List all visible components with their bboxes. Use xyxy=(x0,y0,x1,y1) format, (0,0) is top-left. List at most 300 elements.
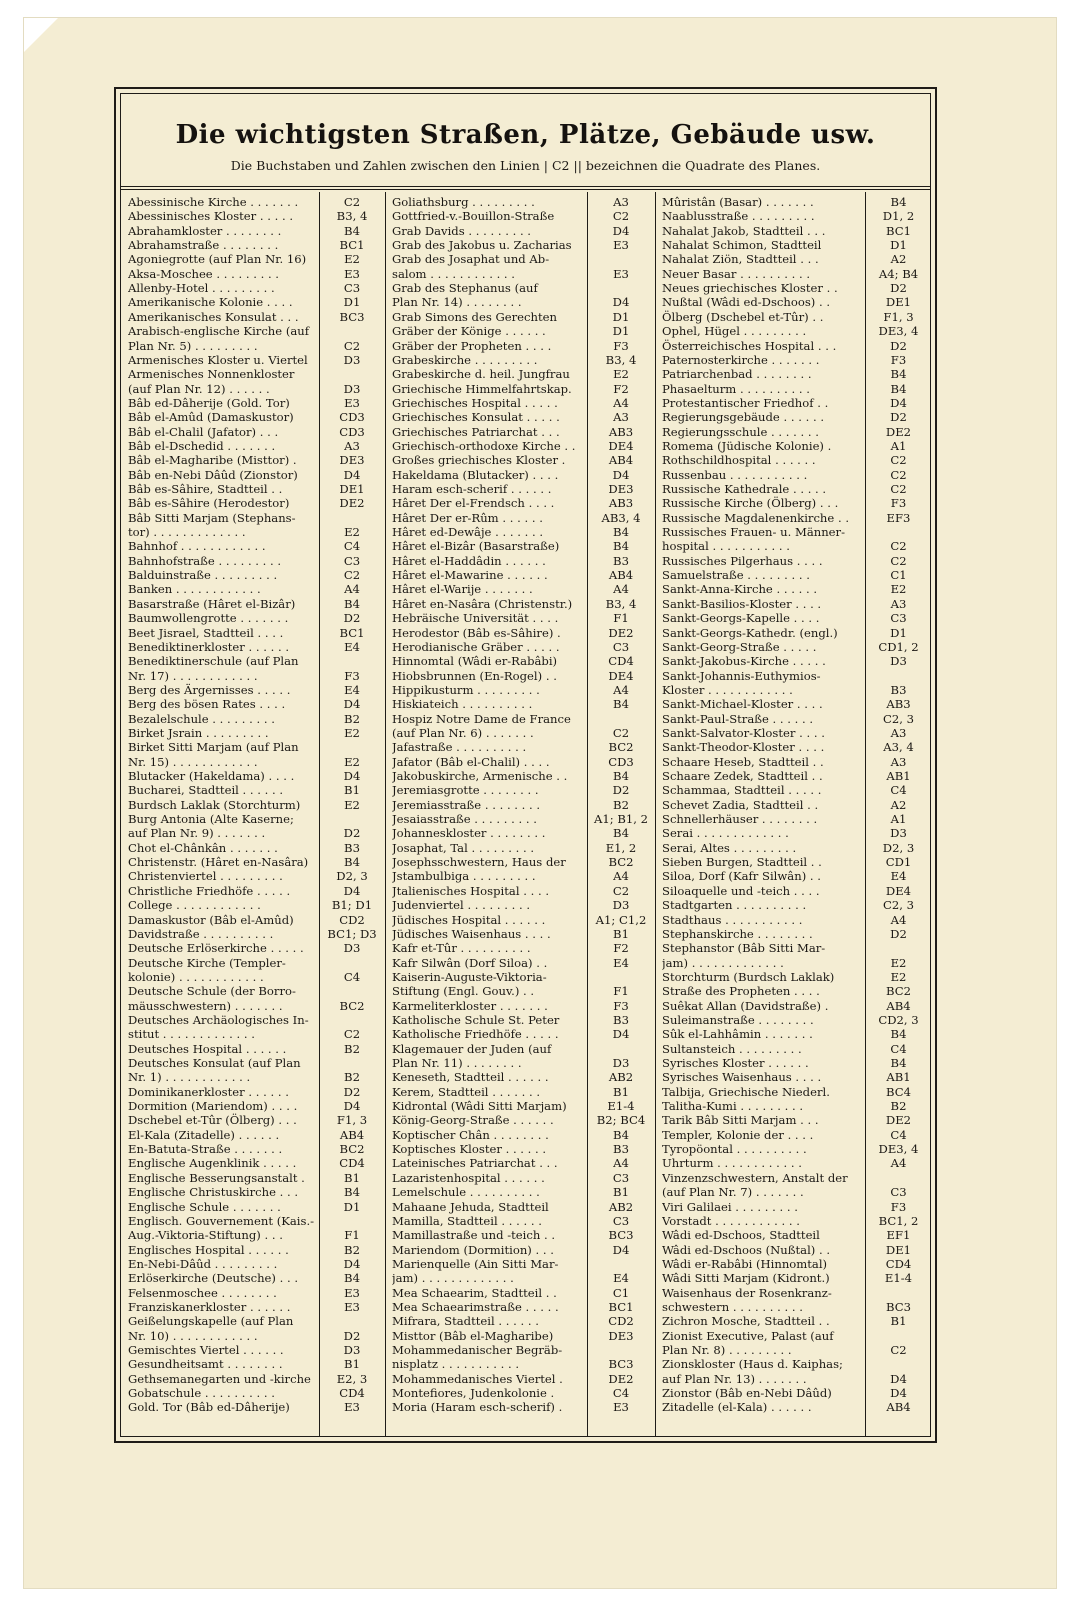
entry-name: Bâb es-Sâhire (Herodestor) xyxy=(128,496,290,511)
entry-name: tor) . . . . . . . . . . . . . xyxy=(128,525,246,540)
entry-name: Jeremiasstraße . . . . . . . . xyxy=(392,797,541,812)
entry-grid-code: D4 xyxy=(343,467,361,482)
entry-name: Katholische Schule St. Peter xyxy=(392,1012,560,1027)
entry-grid-code: C4 xyxy=(612,1386,630,1401)
index-entry xyxy=(385,1386,655,1400)
entry-grid-code: C4 xyxy=(890,1041,907,1056)
entry-grid-code: C2 xyxy=(890,553,907,568)
index-entry xyxy=(121,898,385,912)
entry-name: Zionstor (Bâb en-Nebi Dâûd) xyxy=(662,1386,832,1401)
index-entry xyxy=(121,1228,385,1242)
entry-grid-code: AB3 xyxy=(608,424,634,439)
index-entry xyxy=(385,1343,655,1357)
entry-name: Zionskloster (Haus d. Kaiphas; xyxy=(662,1357,843,1372)
index-entry xyxy=(655,869,932,883)
index-entry xyxy=(121,1243,385,1257)
index-entry xyxy=(655,281,932,295)
entry-name: Chot el-Chânkân . . . . . . . xyxy=(128,840,278,855)
entry-name: Samuelstraße . . . . . . . . . xyxy=(662,568,810,583)
index-frame-inner xyxy=(120,93,931,1437)
entry-grid-code: E2 xyxy=(613,367,629,382)
entry-grid-code: AB2 xyxy=(608,1070,634,1085)
index-entry xyxy=(385,224,655,238)
entry-grid-code: C3 xyxy=(890,611,907,626)
entry-name: Englische Christuskirche . . . xyxy=(128,1185,299,1200)
entry-name: Karmeliterkloster . . . . . . . xyxy=(392,998,548,1013)
index-entry xyxy=(121,396,385,410)
entry-name: Hâret Der el-Frendsch . . . . xyxy=(392,496,555,511)
index-entry xyxy=(385,195,655,209)
index-entry xyxy=(385,956,655,970)
index-entry xyxy=(121,1056,385,1070)
entry-name: Deutsches Archäologisches In- xyxy=(128,1012,309,1027)
index-entry xyxy=(385,869,655,883)
entry-name: Wâdi Sitti Marjam (Kidront.) xyxy=(662,1271,830,1286)
entry-grid-code: B1 xyxy=(613,926,629,941)
entry-grid-code: E3 xyxy=(344,1285,360,1300)
entry-name: (auf Plan Nr. 7) . . . . . . . xyxy=(662,1185,804,1200)
entry-name: Paternosterkirche . . . . . . . xyxy=(662,352,820,367)
entry-grid-code: D3 xyxy=(890,826,907,841)
entry-name: Sankt-Johannis-Euthymios- xyxy=(662,668,821,683)
index-entry xyxy=(385,927,655,941)
index-entry xyxy=(385,1243,655,1257)
entry-name: Nahalat Ziön, Stadtteil . . . xyxy=(662,252,819,267)
entry-name: Nr. 1) . . . . . . . . . . . . xyxy=(128,1070,251,1085)
entry-grid-code: B2; BC4 xyxy=(596,1113,646,1128)
index-entry xyxy=(655,1228,932,1242)
entry-name: Abrahamstraße . . . . . . . . xyxy=(128,238,279,253)
entry-name: Amerikanische Kolonie . . . . xyxy=(128,295,293,310)
entry-name: Deutsches Hospital . . . . . . xyxy=(128,1041,287,1056)
index-entry xyxy=(385,812,655,826)
entry-grid-code: D4 xyxy=(890,1386,907,1401)
index-entry xyxy=(385,798,655,812)
entry-grid-code: A4 xyxy=(613,682,629,697)
entry-name: Straße des Propheten . . . . xyxy=(662,984,820,999)
entry-name: Gobatschule . . . . . . . . . . xyxy=(128,1386,275,1401)
index-entry xyxy=(121,453,385,467)
index-entry xyxy=(385,1300,655,1314)
entry-grid-code: DE2 xyxy=(608,1371,634,1386)
entry-grid-code: F1 xyxy=(613,984,629,999)
entry-name: Templer, Kolonie der . . . . xyxy=(662,1127,814,1142)
index-entry xyxy=(121,783,385,797)
entry-name: Hâret en-Nasâra (Christenstr.) xyxy=(392,596,573,611)
entry-grid-code: E3 xyxy=(613,238,629,253)
entry-name: Burg Antonia (Alte Kaserne; xyxy=(128,812,294,827)
entry-grid-code: C4 xyxy=(890,783,907,798)
index-entry xyxy=(655,697,932,711)
entry-grid-code: AB3 xyxy=(886,697,911,712)
entry-grid-code: C3 xyxy=(343,553,361,568)
entry-name: Gemischtes Viertel . . . . . . xyxy=(128,1343,284,1357)
index-entry xyxy=(655,1156,932,1170)
index-entry xyxy=(655,826,932,840)
index-entry xyxy=(385,582,655,596)
entry-grid-code: DE3 xyxy=(608,482,634,496)
index-entry xyxy=(655,999,932,1013)
entry-grid-code: B3 xyxy=(613,1142,629,1157)
index-entry xyxy=(385,1372,655,1386)
index-entry xyxy=(121,726,385,740)
entry-grid-code: AB4 xyxy=(886,1400,911,1415)
index-entry xyxy=(385,554,655,568)
entry-name: Herodestor (Bâb es-Sâhire) . xyxy=(392,625,561,640)
index-entry xyxy=(121,1314,385,1328)
entry-name: Mariendom (Dormition) . . . xyxy=(392,1242,554,1257)
index-entry xyxy=(385,353,655,367)
entry-name: Viri Galilaei . . . . . . . . . xyxy=(662,1199,798,1214)
entry-grid-code: A4 xyxy=(613,869,629,884)
index-entry xyxy=(385,324,655,338)
index-entry xyxy=(655,209,932,223)
entry-name: Russisches Pilgerhaus . . . . xyxy=(662,553,823,568)
entry-grid-code: D3 xyxy=(343,941,361,956)
index-entry xyxy=(121,1156,385,1170)
index-entry xyxy=(655,654,932,668)
entry-grid-code: C2 xyxy=(890,482,907,496)
entry-name: Vinzenzschwestern, Anstalt der xyxy=(662,1170,848,1185)
entry-grid-code: E3 xyxy=(344,395,360,410)
index-entry xyxy=(385,252,655,266)
index-entry xyxy=(121,554,385,568)
index-entry xyxy=(385,1128,655,1142)
index-entry xyxy=(121,999,385,1013)
index-entry xyxy=(121,1329,385,1343)
index-entry xyxy=(655,439,932,453)
index-entry xyxy=(385,267,655,281)
index-entry xyxy=(121,812,385,826)
entry-grid-code: E4 xyxy=(890,869,907,884)
index-entry xyxy=(121,209,385,223)
entry-name: Griechisches Patriarchat . . . xyxy=(392,424,560,439)
entry-grid-code: B4 xyxy=(613,769,629,783)
index-entry xyxy=(385,468,655,482)
entry-name: Stadtgarten . . . . . . . . . . xyxy=(662,898,807,913)
entry-grid-code: B2 xyxy=(613,797,629,812)
entry-name: Lemelschule . . . . . . . . . . xyxy=(392,1185,540,1200)
entry-name: Christliche Friedhöfe . . . . . xyxy=(128,883,291,898)
index-entry xyxy=(655,1013,932,1027)
index-entry xyxy=(121,669,385,683)
index-entry xyxy=(385,712,655,726)
index-entry xyxy=(655,1113,932,1127)
entry-grid-code: D1 xyxy=(890,625,907,640)
index-entry xyxy=(655,1085,932,1099)
entry-grid-code: DE4 xyxy=(608,668,634,683)
entry-grid-code: CD2 xyxy=(608,1314,634,1329)
entry-name: Katholische Friedhöfe . . . . . xyxy=(392,1027,559,1042)
entry-grid-code: C2, 3 xyxy=(883,898,914,913)
entry-name: Geißelungskapelle (auf Plan xyxy=(128,1314,294,1329)
entry-name: Ölberg (Dschebel et-Tûr) . . xyxy=(662,309,824,324)
entry-name: Hâret el-Mawarine . . . . . . xyxy=(392,568,548,583)
index-entry xyxy=(385,826,655,840)
entry-name: En-Nebi-Dâûd . . . . . . . . . xyxy=(128,1256,278,1271)
entry-name: Koptischer Chân . . . . . . . . xyxy=(392,1127,549,1142)
entry-grid-code: DE1 xyxy=(885,295,912,310)
entry-name: Russische Kirche (Ölberg) . . . xyxy=(662,496,839,511)
entry-name: Hinnomtal (Wâdi er-Rabâbi) xyxy=(392,654,558,669)
index-entry xyxy=(655,367,932,381)
entry-grid-code: A4 xyxy=(344,582,360,597)
entry-grid-code: DE2 xyxy=(339,496,365,511)
entry-grid-code: C3 xyxy=(612,639,630,654)
index-entry xyxy=(121,1128,385,1142)
index-entry xyxy=(121,855,385,869)
entry-name: Patriarchenbad . . . . . . . . xyxy=(662,367,812,382)
entry-name: mäusschwestern) . . . . . . . xyxy=(128,998,283,1013)
index-entry xyxy=(655,956,932,970)
entry-name: Hospiz Notre Dame de France xyxy=(392,711,571,726)
index-entry xyxy=(121,1400,385,1414)
entry-name: Jeremiasgrotte . . . . . . . . xyxy=(392,783,539,798)
entry-grid-code: A1 xyxy=(890,438,907,453)
index-entry xyxy=(121,683,385,697)
entry-grid-code: A2 xyxy=(890,252,907,267)
entry-name: Grabeskirche . . . . . . . . . xyxy=(392,352,538,367)
entry-name: Sûk el-Lahhâmin . . . . . . . xyxy=(662,1027,813,1042)
entry-name: Marienquelle (Ain Sitti Mar- xyxy=(392,1256,559,1271)
index-entry xyxy=(655,1357,932,1371)
entry-name: Mamillastraße und -teich . . xyxy=(392,1228,556,1243)
entry-grid-code: C4 xyxy=(343,969,361,984)
entry-name: En-Batuta-Straße . . . . . . . xyxy=(128,1142,283,1157)
entry-grid-code: BC3 xyxy=(608,1228,634,1243)
entry-grid-code: B2 xyxy=(890,1099,907,1114)
entry-grid-code: A3 xyxy=(890,754,907,769)
entry-grid-code: A4 xyxy=(613,1156,629,1171)
index-entry xyxy=(655,913,932,927)
index-entry xyxy=(121,425,385,439)
entry-name: El-Kala (Zitadelle) . . . . . . xyxy=(128,1127,280,1142)
index-entry xyxy=(121,712,385,726)
entry-name: Deutsche Erlöserkirche . . . . . xyxy=(128,941,304,956)
entry-name: salom . . . . . . . . . . . . xyxy=(392,266,515,281)
entry-name: Wâdi ed-Dschoos, Stadtteil xyxy=(662,1228,820,1243)
entry-grid-code: BC1; D3 xyxy=(327,926,377,941)
entry-name: Schevet Zadia, Stadtteil . . xyxy=(662,797,819,812)
entry-grid-code: D2 xyxy=(343,1328,361,1343)
entry-grid-code: D2 xyxy=(612,783,630,798)
entry-grid-code: D1 xyxy=(343,1199,361,1214)
index-entry xyxy=(385,1142,655,1156)
entry-grid-code: E3 xyxy=(613,1400,629,1415)
entry-name: Erlöserkirche (Deutsche) . . . xyxy=(128,1271,299,1286)
index-entry xyxy=(121,1372,385,1386)
index-entry xyxy=(121,1185,385,1199)
index-entry xyxy=(121,410,385,424)
entry-grid-code: B1 xyxy=(344,783,360,798)
entry-name: Allenby-Hotel . . . . . . . . . xyxy=(128,281,275,296)
entry-grid-code: CD2 xyxy=(339,912,365,927)
entry-name: nisplatz . . . . . . . . . . . xyxy=(392,1357,520,1372)
index-entry xyxy=(385,511,655,525)
entry-grid-code: A4 xyxy=(890,912,907,927)
entry-name: Benediktinerkloster . . . . . . xyxy=(128,639,290,654)
index-entry xyxy=(655,1128,932,1142)
entry-grid-code: F3 xyxy=(613,998,629,1013)
entry-name: Deutsche Kirche (Templer- xyxy=(128,955,286,970)
entry-name: Neuer Basar . . . . . . . . . . xyxy=(662,266,811,281)
entry-name: Baumwollengrotte . . . . . . . xyxy=(128,611,289,626)
index-entry xyxy=(655,1372,932,1386)
entry-grid-code: BC1, 2 xyxy=(878,1213,919,1228)
entry-name: Goliathsburg . . . . . . . . . xyxy=(392,195,535,209)
index-entry xyxy=(655,1257,932,1271)
index-entry xyxy=(385,1257,655,1271)
entry-name: (auf Plan Nr. 6) . . . . . . . xyxy=(392,725,534,740)
index-entry xyxy=(655,640,932,654)
entry-name: Plan Nr. 14) . . . . . . . . xyxy=(392,295,522,310)
index-entry xyxy=(121,1027,385,1041)
index-entry xyxy=(385,310,655,324)
entry-grid-code: B4 xyxy=(890,381,907,396)
entry-grid-code: E1, 2 xyxy=(605,840,637,855)
entry-grid-code: B4 xyxy=(890,367,907,382)
index-entry xyxy=(655,1271,932,1285)
entry-name: Bâb el-Magharibe (Misttor) . xyxy=(128,453,297,468)
index-entry xyxy=(655,1171,932,1185)
entry-name: Serai, Altes . . . . . . . . . xyxy=(662,840,797,855)
index-entry xyxy=(121,252,385,266)
entry-grid-code: A4 xyxy=(613,582,629,597)
index-entry xyxy=(655,410,932,424)
index-entry xyxy=(121,310,385,324)
entry-name: Syrisches Waisenhaus . . . . xyxy=(662,1070,822,1085)
entry-name: Jstambulbiga . . . . . . . . . xyxy=(392,869,536,884)
entry-grid-code: B4 xyxy=(344,855,360,870)
entry-name: Deutsche Schule (der Borro- xyxy=(128,984,296,999)
entry-grid-code: DE3, 4 xyxy=(878,324,919,339)
entry-name: Gold. Tor (Bâb ed-Dâherije) xyxy=(128,1400,290,1415)
index-entry xyxy=(385,396,655,410)
index-entry xyxy=(385,611,655,625)
entry-grid-code: B4 xyxy=(890,1056,907,1070)
entry-name: Regierungsschule . . . . . . . xyxy=(662,424,819,439)
index-entry xyxy=(655,554,932,568)
entry-grid-code: C3 xyxy=(343,281,361,296)
entry-name: Bahnhofstraße . . . . . . . . . xyxy=(128,553,282,568)
entry-grid-code: B4 xyxy=(344,1271,360,1286)
entry-grid-code: B2 xyxy=(344,1242,360,1257)
entry-grid-code: B1 xyxy=(613,1084,629,1099)
index-entry xyxy=(121,238,385,252)
entry-grid-code: BC4 xyxy=(886,1084,911,1099)
entry-name: Dschebel et-Tûr (Ölberg) . . . xyxy=(128,1113,297,1128)
entry-grid-code: D4 xyxy=(890,1371,907,1386)
entry-name: Hâret el-Warije . . . . . . . xyxy=(392,582,533,597)
entry-name: Schaare Zedek, Stadtteil . . xyxy=(662,769,823,783)
entry-name: Russisches Frauen- u. Männer- xyxy=(662,525,845,540)
entry-name: Mahaane Jehuda, Stadtteil xyxy=(392,1199,549,1214)
entry-grid-code: BC1 xyxy=(886,223,911,238)
entry-grid-code: B1 xyxy=(613,1185,629,1200)
entry-name: Plan Nr. 8) . . . . . . . . . xyxy=(662,1343,792,1357)
entry-name: Phasaelturm . . . . . . . . . . xyxy=(662,381,810,396)
entry-grid-code: C2 xyxy=(612,725,630,740)
entry-grid-code: A4 xyxy=(613,395,629,410)
index-entry xyxy=(655,1343,932,1357)
index-entry xyxy=(655,568,932,582)
entry-name: Grab Simons des Gerechten xyxy=(392,309,557,324)
entry-name: Hâret ed-Dewâje . . . . . . . xyxy=(392,525,544,540)
entry-grid-code: CD4 xyxy=(339,1386,365,1401)
entry-name: Banken . . . . . . . . . . . . xyxy=(128,582,261,597)
index-entry xyxy=(121,740,385,754)
entry-grid-code: C4 xyxy=(890,1127,907,1142)
index-entry xyxy=(385,425,655,439)
entry-grid-code: D4 xyxy=(612,1027,630,1042)
index-entry xyxy=(385,439,655,453)
entry-grid-code: B2 xyxy=(344,711,360,726)
index-entry xyxy=(655,195,932,209)
entry-name: Blutacker (Hakeldama) . . . . xyxy=(128,769,295,783)
index-entry xyxy=(655,238,932,252)
index-entry xyxy=(121,382,385,396)
entry-grid-code: D2 xyxy=(890,926,907,941)
entry-name: Hebräische Universität . . . . xyxy=(392,611,559,626)
entry-name: Großes griechisches Kloster . xyxy=(392,453,566,468)
entry-name: Hakeldama (Blutacker) . . . . xyxy=(392,467,559,482)
index-entry xyxy=(121,755,385,769)
entry-grid-code: E4 xyxy=(613,1271,629,1286)
entry-name: auf Plan Nr. 13) . . . . . . . xyxy=(662,1371,807,1386)
index-entry xyxy=(121,195,385,209)
index-entry xyxy=(385,453,655,467)
entry-grid-code: E2, 3 xyxy=(336,1371,368,1386)
index-entry xyxy=(121,1171,385,1185)
entry-name: Bahnhof . . . . . . . . . . . . xyxy=(128,539,266,554)
index-entry xyxy=(655,812,932,826)
entry-grid-code: A4 xyxy=(890,1156,907,1171)
index-entry xyxy=(385,1314,655,1328)
index-entry xyxy=(655,496,932,510)
entry-grid-code: B3, 4 xyxy=(605,596,637,611)
index-entry xyxy=(385,525,655,539)
entry-grid-code: D4 xyxy=(612,467,630,482)
entry-grid-code: B1; D1 xyxy=(331,898,373,913)
entry-name: Bâb ed-Dâherije (Gold. Tor) xyxy=(128,395,290,410)
entry-grid-code: CD3 xyxy=(608,754,634,769)
entry-name: Hiobsbrunnen (En-Rogel) . . xyxy=(392,668,557,683)
index-entry xyxy=(385,1329,655,1343)
entry-grid-code: E1-4 xyxy=(607,1099,635,1114)
entry-grid-code: E3 xyxy=(344,266,360,281)
entry-name: Grab des Jakobus u. Zacharias xyxy=(392,238,572,253)
entry-name: hospital . . . . . . . . . . . xyxy=(662,539,790,554)
index-entry xyxy=(385,769,655,783)
entry-name: Naablusstraße . . . . . . . . . xyxy=(662,209,815,224)
entry-name: Regierungsgebäude . . . . . . xyxy=(662,410,825,425)
entry-name: Mifrara, Stadtteil . . . . . . xyxy=(392,1314,539,1329)
entry-grid-code: D4 xyxy=(612,223,630,238)
entry-name: Jüdisches Hospital . . . . . . xyxy=(392,912,546,927)
index-entry xyxy=(121,267,385,281)
entry-grid-code: E2 xyxy=(344,754,360,769)
index-entry xyxy=(121,841,385,855)
entry-grid-code: D2 xyxy=(890,281,907,296)
entry-grid-code: E2 xyxy=(344,797,360,812)
entry-name: Moria (Haram esch-scherif) . xyxy=(392,1400,563,1415)
entry-grid-code: AB3 xyxy=(608,496,634,511)
index-entry xyxy=(385,1085,655,1099)
index-entry xyxy=(655,984,932,998)
index-entry xyxy=(385,855,655,869)
index-entry xyxy=(121,281,385,295)
entry-name: Abessinische Kirche . . . . . . . xyxy=(128,195,299,209)
